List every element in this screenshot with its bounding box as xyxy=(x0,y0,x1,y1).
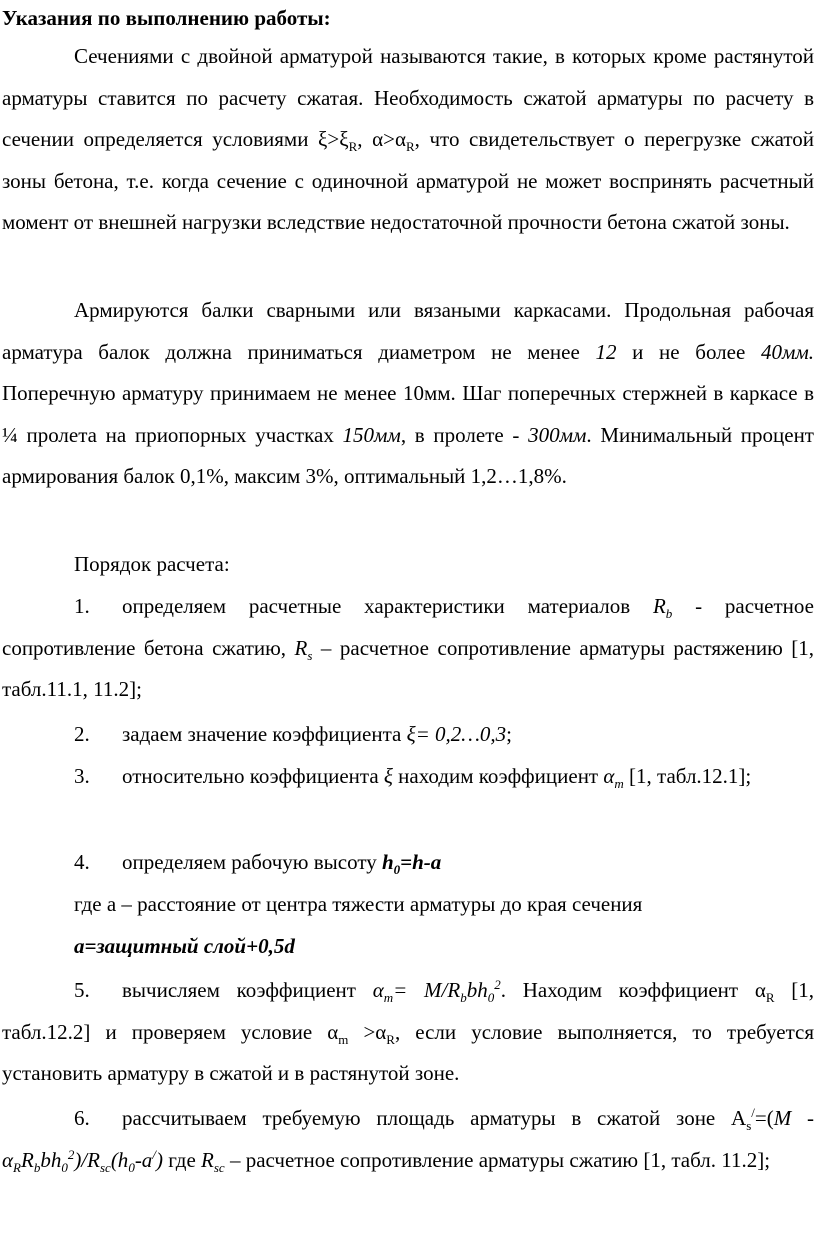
list-item: 2. задаем значение коэффициента ξ= 0,2…0,3; xyxy=(74,722,513,746)
page-title: Указания по выполнению работы: xyxy=(2,6,331,30)
list-item: 1. определяем расчетные характеристики материалов $R_b$ - расчетное сопротивление бетона сжатию, $R_s$ – расчетное сопротивление арматуры растяжению [1, табл.11.1, 11.2]; xyxy=(2,594,814,701)
list-item: 3. относительно коэффициента ξ находим коэффициент $\alpha_m$ [1, табл.12.1]; xyxy=(74,764,752,792)
list-item: 6. рассчитываем требуемую площадь арматуры в сжатой зоне $A_s^/=(M - \alpha_RR_bbh_0^2)/R_{sc}(h_0-a^/)$ где $R_{sc}$ – расчетное сопротивление арматуры сжатию [1, табл. 11.2]; xyxy=(2,1105,814,1175)
list-item: 4. определяем рабочую высоту $h_0=h-a$ xyxy=(74,850,442,878)
order-heading: Порядок расчета: xyxy=(74,552,230,576)
formula-line: а=защитный слой+0,5d xyxy=(74,934,295,958)
list-item: 5. вычисляем коэффициент $\alpha_m= M/R_bbh_0^2$. Находим коэффициент $\alpha_R$ [1, табл.12.2] и проверяем условие $\alpha_m >\alpha_R$, если условие выполняется, то требуется установить арматуру в сжатой и в растянутой зоне. xyxy=(2,977,815,1085)
definition-line: где а – расстояние от центра тяжести арматуры до края сечения xyxy=(74,892,643,916)
paragraph-reinforcement: Армируются балки сварными или вязаными каркасами. Продольная рабочая арматура балок должна приниматься диаметром не менее 12 и не более 40мм. Поперечную арматуру принимаем не менее 10мм. Шаг поперечных стержней в каркасе в ¼ пролета на приопорных участках 150мм, в пролете - 300мм. Минимальный процент армирования балок 0,1%, максим 3%, оптимальный 1,2…1,8%. xyxy=(2,298,815,488)
paragraph-intro: Сечениями с двойной арматурой называются такие, в которых кроме растянутой арматуры ставится по расчету сжатая. Необходимость сжатой арматуры по расчету в сечении определяется условиями $\xi>\xi_R$, $\alpha>\alpha_R$, что свидетельствует о перегрузке сжатой зоны бетона, т.е. когда сечение с одиночной арматурой не может воспринять расчетный момент от внешней нагрузки вследствие недостаточной прочности бетона сжатой зоны. xyxy=(2,44,815,234)
